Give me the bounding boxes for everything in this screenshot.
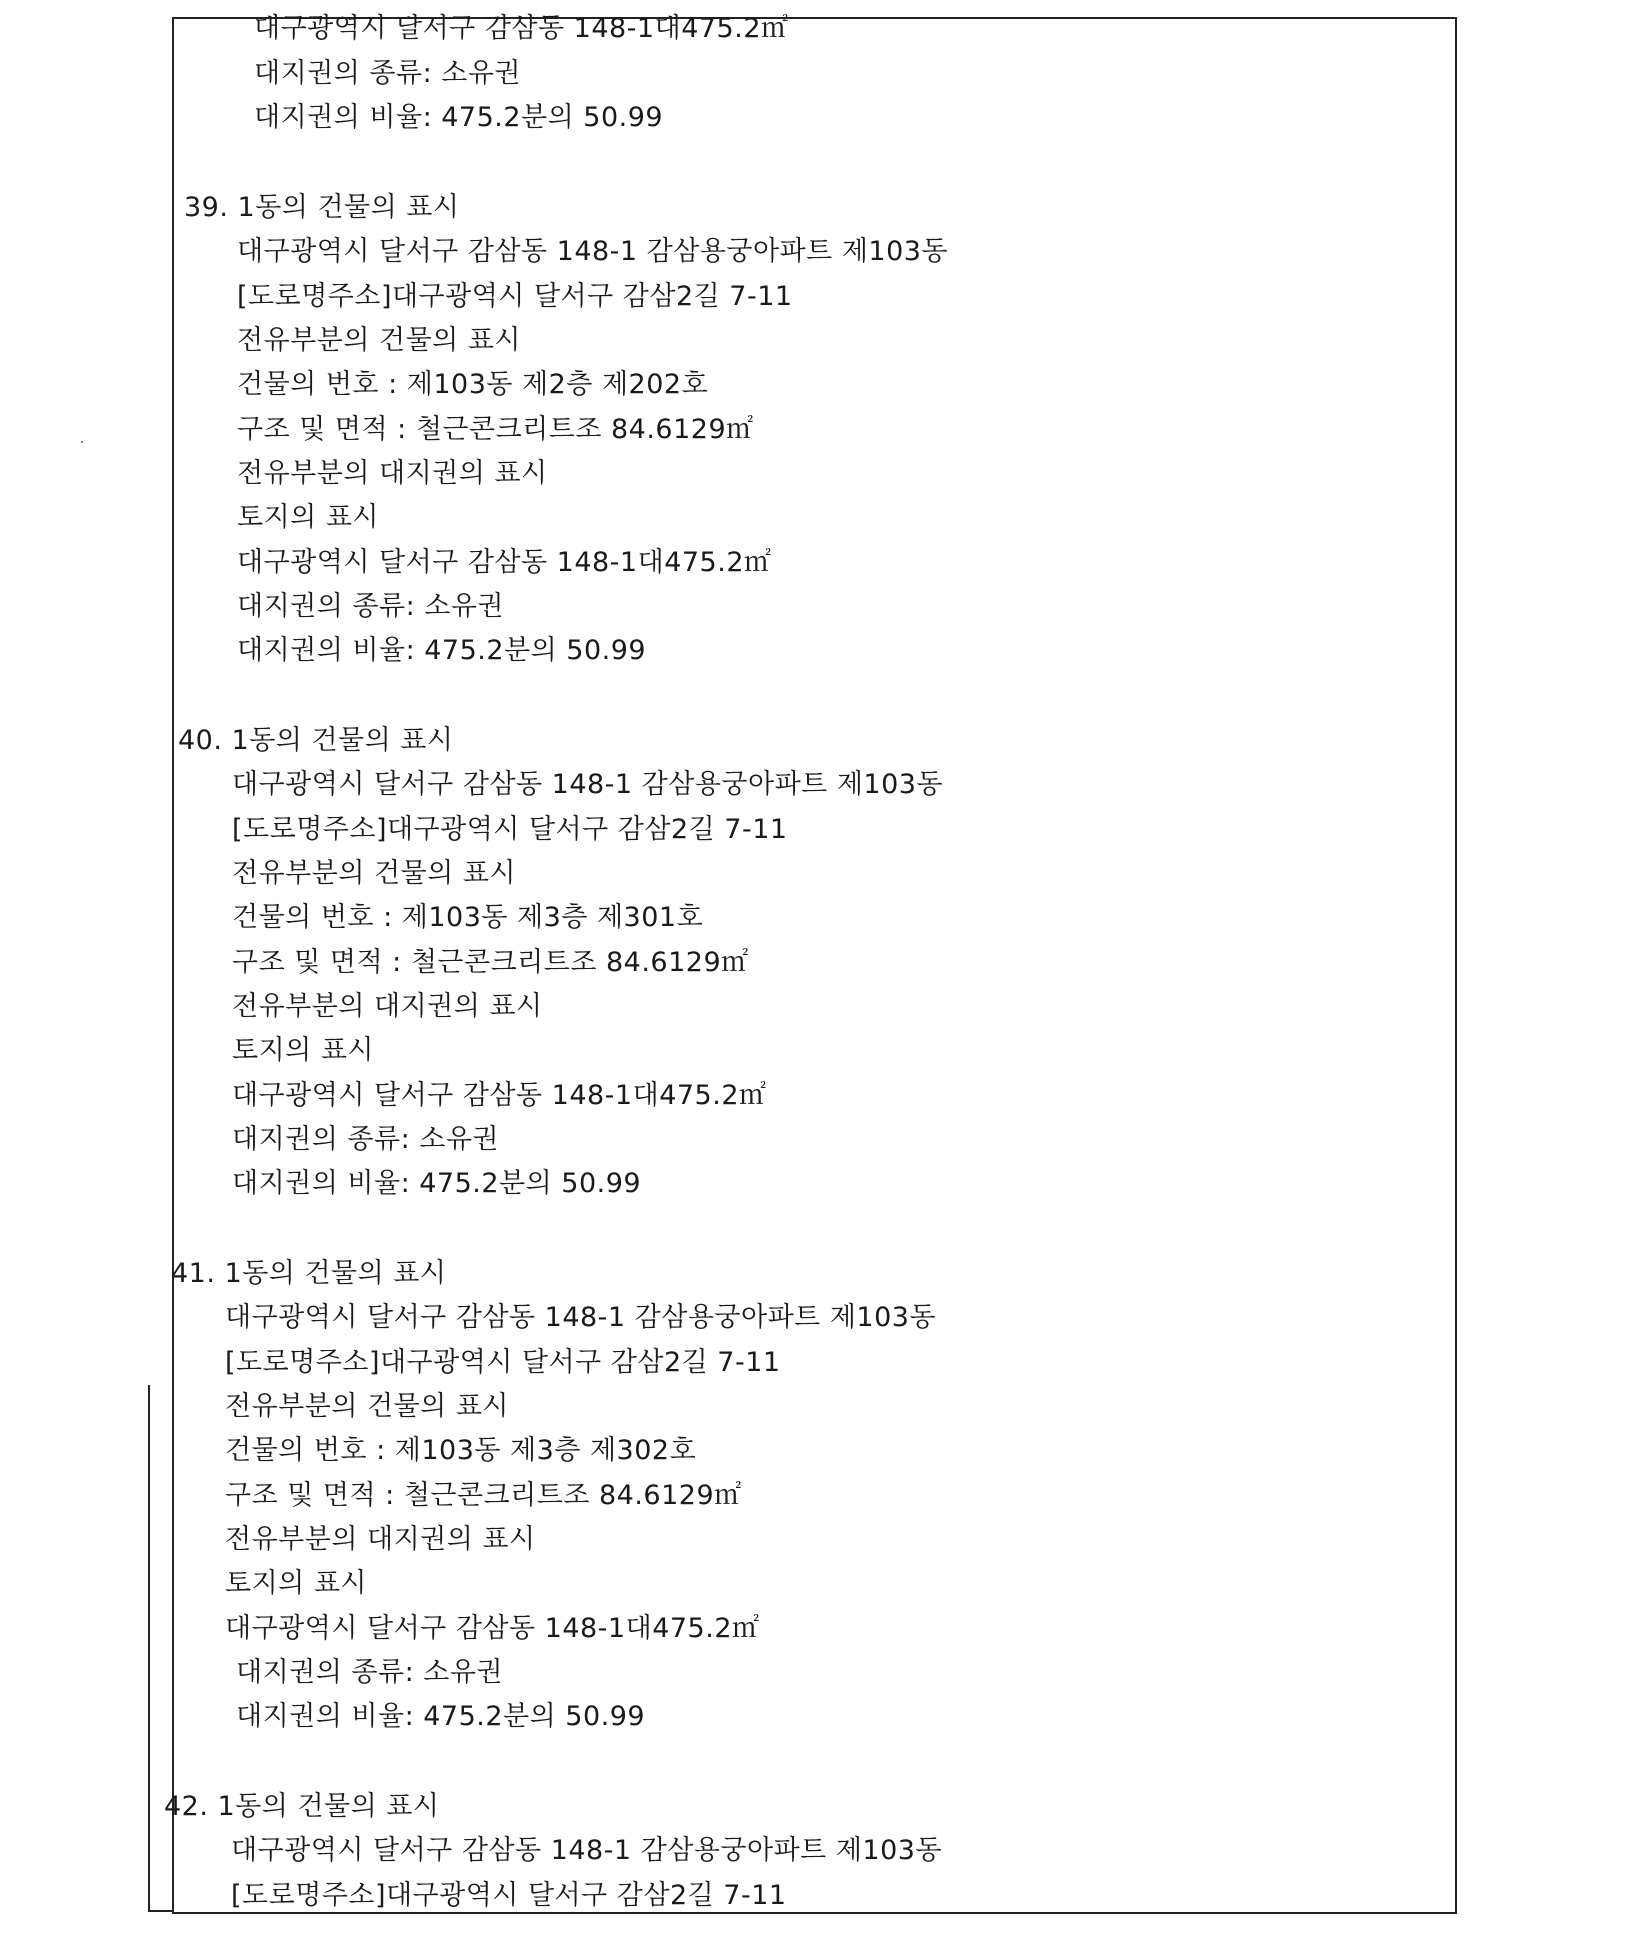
entry-39-heading: 39. 1동의 건물의 표시 (184, 192, 460, 223)
document-border-lower-left (148, 1385, 174, 1912)
entry-40-right-type: 대지권의 종류: 소유권 (232, 1124, 499, 1155)
entry-39-land-line (237, 546, 772, 580)
top-land-address: 대구광역시 달서구 감삼동 148-1 (254, 13, 655, 44)
entry-40-right-ratio: 대지권의 비율: 475.2분의 50.99 (232, 1168, 642, 1199)
entry-39-right-ratio: 대지권의 비율: 475.2분의 50.99 (237, 635, 647, 666)
entry-39-land-right-title: 전유부분의 대지권의 표시 (237, 458, 548, 489)
entry-41-heading: 41. 1동의 건물의 표시 (171, 1258, 447, 1289)
entry-41-right-type: 대지권의 종류: 소유권 (236, 1657, 503, 1688)
entry-39-exclusive-building-title: 전유부분의 건물의 표시 (237, 325, 521, 356)
top-right-ratio: 대지권의 비율: 475.2분의 50.99 (254, 102, 664, 133)
entry-39-building-address: 대구광역시 달서구 감삼동 148-1 감삼용궁아파트 제103동 (237, 236, 949, 267)
entry-41-land-area: 475.2㎡ (652, 1613, 760, 1644)
entry-39-land-address: 대구광역시 달서구 감삼동 148-1 (237, 547, 638, 578)
entry-42-heading: 42. 1동의 건물의 표시 (164, 1791, 440, 1822)
entry-41-land-right-title: 전유부분의 대지권의 표시 (225, 1524, 536, 1555)
entry-40-land-right-title: 전유부분의 대지권의 표시 (232, 991, 543, 1022)
entry-40-exclusive-building-title: 전유부분의 건물의 표시 (232, 858, 516, 889)
scan-speck (81, 441, 83, 443)
entry-40-building-address: 대구광역시 달서구 감삼동 148-1 감삼용궁아파트 제103동 (232, 769, 944, 800)
entry-42-road-address: [도로명주소]대구광역시 달서구 감삼2길 7-11 (231, 1880, 787, 1911)
entry-41-land-address: 대구광역시 달서구 감삼동 148-1 (225, 1613, 626, 1644)
top-land-line (254, 12, 789, 46)
entry-41-building-address: 대구광역시 달서구 감삼동 148-1 감삼용궁아파트 제103동 (225, 1302, 937, 1333)
entry-41-right-ratio: 대지권의 비율: 475.2분의 50.99 (236, 1701, 646, 1732)
entry-39-right-type: 대지권의 종류: 소유권 (237, 591, 504, 622)
entry-39-land-area: 475.2㎡ (664, 547, 772, 578)
top-land-area: 475.2㎡ (681, 13, 789, 44)
entry-41-land-title: 토지의 표시 (225, 1568, 367, 1599)
entry-40-road-address: [도로명주소]대구광역시 달서구 감삼2길 7-11 (232, 814, 788, 845)
entry-40-land-title: 토지의 표시 (232, 1035, 374, 1066)
entry-41-road-address: [도로명주소]대구광역시 달서구 감삼2길 7-11 (225, 1347, 781, 1378)
entry-39-road-address: [도로명주소]대구광역시 달서구 감삼2길 7-11 (237, 281, 793, 312)
entry-40-heading: 40. 1동의 건물의 표시 (178, 725, 454, 756)
entry-41-unit-number: 건물의 번호 : 제103동 제3층 제302호 (225, 1435, 697, 1466)
entry-39-unit-number: 건물의 번호 : 제103동 제2층 제202호 (237, 369, 709, 400)
entry-40-land-address: 대구광역시 달서구 감삼동 148-1 (232, 1080, 633, 1111)
entry-41-land-category: 대 (625, 1613, 653, 1644)
entry-39-land-category: 대 (637, 547, 665, 578)
entry-40-structure-area: 구조 및 면적 : 철근콘크리트조 84.6129㎡ (232, 947, 749, 978)
entry-40-land-category: 대 (632, 1080, 660, 1111)
top-right-type: 대지권의 종류: 소유권 (254, 58, 521, 89)
entry-42-building-address: 대구광역시 달서구 감삼동 148-1 감삼용궁아파트 제103동 (231, 1835, 943, 1866)
entry-40-land-line (232, 1079, 767, 1113)
top-land-category: 대 (654, 13, 682, 44)
entry-41-exclusive-building-title: 전유부분의 건물의 표시 (225, 1391, 509, 1422)
entry-39-structure-area: 구조 및 면적 : 철근콘크리트조 84.6129㎡ (237, 414, 754, 445)
entry-41-structure-area: 구조 및 면적 : 철근콘크리트조 84.6129㎡ (225, 1480, 742, 1511)
entry-40-unit-number: 건물의 번호 : 제103동 제3층 제301호 (232, 902, 704, 933)
entry-41-land-line (225, 1612, 760, 1646)
entry-40-land-area: 475.2㎡ (659, 1080, 767, 1111)
entry-39-land-title: 토지의 표시 (237, 502, 379, 533)
